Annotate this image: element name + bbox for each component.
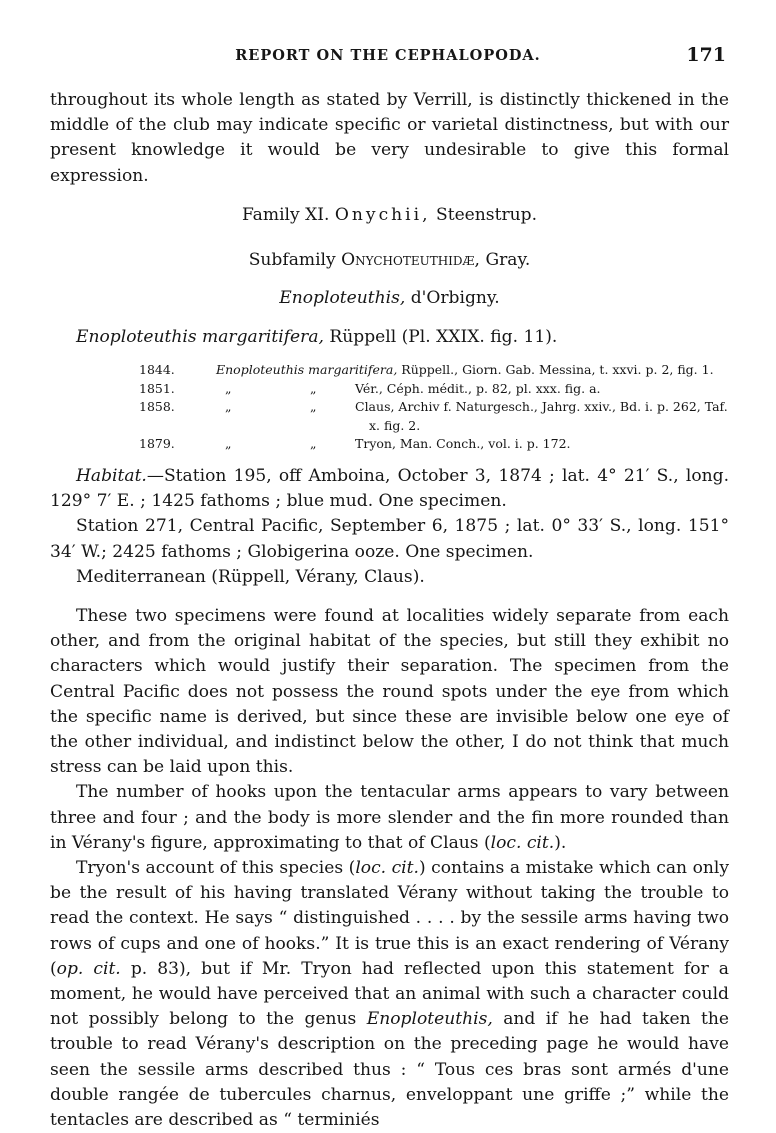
family-heading [50,203,729,228]
habitat-distribution: Mediterranean (Rüppell, Vérany, Claus). [76,566,425,587]
discussion-section [50,604,729,1133]
subfamily-prefix: Subfamily [248,250,336,270]
text-run: The number of hooks upon the tentacular arms appears to vary between three and four ; and the body is more slender and the fin more rounded than in Vérany's figure, approximating to that of Claus ( [50,782,729,853]
habitat-section [50,464,729,590]
synonymy-reference [216,361,729,380]
subfamily-heading [50,248,729,273]
synonymy-citation: Tryon, Man. Conch., vol. i. p. 172. [355,436,571,451]
synonymy-year: 1844. [139,362,175,377]
family-name: Onychii, [334,205,431,225]
family-authority: Steenstrup. [435,205,538,225]
text-run: Tryon's account of this species ( [76,858,356,879]
ditto-mark: „ [225,436,232,451]
synonymy-taxon: Enoploteuthis margaritifera, [216,362,398,377]
synonymy-row [139,361,729,380]
text-run: ). [554,832,567,853]
habitat-station-195: —Station 195, off Amboina, October 3, 1874 ; lat. 4° 21′ S., long. 129° 7′ E. ; 1425 fathoms ; blue mud. One specimen. [50,466,729,512]
species-heading [76,325,729,350]
synonymy-citation: Vér., Céph. médit., p. 82, pl. xxx. fig. a. [355,380,601,396]
running-head [0,44,776,68]
synonymy-citation: Rüppell., Giorn. Gab. Messina, t. xxvi. p. 2, fig. 1. [401,362,714,377]
genus-heading [50,286,729,311]
synonymy-year: 1851. [139,380,175,396]
family-prefix: Family XI. [241,205,330,225]
habitat-paragraph [50,464,729,514]
synonymy-citation-continued: x. fig. 2. [369,417,421,433]
text-run: p. 83), but if Mr. Tryon had reflected upon this statement for a moment, he would have perceived that an animal with such a character could not possibly belong to the genus [50,958,729,1030]
species-name: Enoploteuthis margaritifera, [76,327,324,347]
ditto-mark: „ [225,399,232,414]
synonymy-list [139,361,729,454]
habitat-station-271: Station 271, Central Pacific, September 6, 1875 ; lat. 0° 33′ S., long. 151° 34′ W.; 2425 fathoms ; Globigerina ooze. One specimen. [50,516,729,562]
synonymy-row [139,398,729,435]
synonymy-year: 1879. [139,436,175,451]
ditto-mark: „ [310,436,317,451]
page-number: 171 [686,44,726,66]
synonymy-year: 1858. [139,399,175,414]
habitat-label: Habitat. [76,466,147,486]
text-run: ) contains a mistake which can only be the result of his having translated Vérany without taking the trouble to read the context. He says “ distinguished . . . . by the sessile arms having two rows of cups and one of hooks.” It is true this is an exact rendering of Vérany ( [50,858,730,979]
species-authority: Rüppell (Pl. XXIX. fig. 11). [329,327,558,347]
citation-italic: loc. cit. [490,832,555,853]
ditto-mark: „ [310,380,317,396]
ditto-mark: „ [225,380,232,396]
genus-name: Enoploteuthis, [279,288,406,308]
intro-text: throughout its whole length as stated by Verrill, is distinctly thickened in the middle of the club may indicate specific or varietal distinctness, but with our present knowledge it would be very undesirable to give this formal expression. [50,90,729,186]
genus-italic: Enoploteuthis, [366,1009,493,1030]
citation-italic: loc. cit. [355,858,419,879]
running-title: REPORT ON THE CEPHALOPODA. [235,47,541,64]
text-run: and if he had taken the trouble to read Vérany's description on the preceding page he would have seen the sessile arms described thus : “ Tous ces bras sont armés d'une double rangée de tubercules charnus, enveloppant une griffe ;” while the tentacles are described as “ terminiés [50,1009,730,1131]
subfamily-authority: Gray. [485,250,531,270]
subfamily-name: Onychoteuthidæ, [341,250,480,270]
genus-authority: d'Orbigny. [410,288,500,308]
discussion-paragraph-1: These two specimens were found at localities widely separate from each other, and from the original habitat of the species, but still they exhibit no characters which would justify their separation. The specimen from the Central Pacific does not possess the round spots under the eye from which the specific name is derived, but since these are invisible below one eye of the other individual, and indistinct below the other, I do not think that much stress can be laid upon this. [50,606,729,778]
synonymy-row [139,435,729,454]
ditto-mark: „ [310,399,317,414]
citation-italic: op. cit. [56,958,121,979]
synonymy-citation: Claus, Archiv f. Naturgesch., Jahrg. xxiv., Bd. i. p. 262, Taf. [355,399,728,414]
discussion-paragraph-2 [50,780,729,856]
synonymy-row [139,380,729,399]
discussion-paragraph-3 [50,856,729,1133]
intro-paragraph [50,88,729,189]
